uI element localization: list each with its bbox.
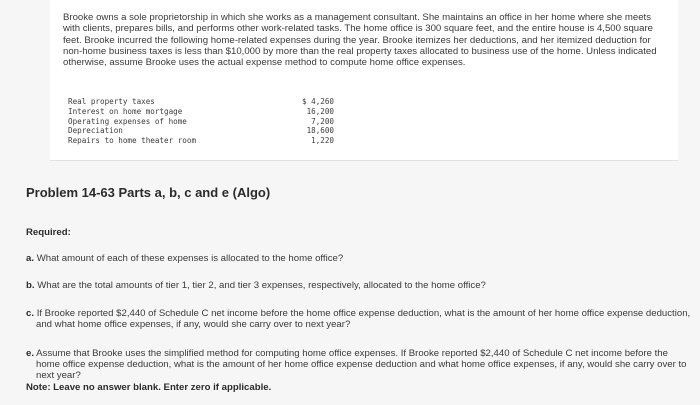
intro-paragraph: Brooke owns a sole proprietorship in which she works as a management consultant. She maintains an office in her home where she meets with clients, prepares bills, and performs other work-related tasks. The home office is 300 square feet, and the entire house is 4,500 square feet. Brooke incurred the following home-related expenses during the year. Brooke itemizes her deductions, and her itemized deduction for non-home business taxes is less than $10,000 by more than the real property taxes allocated to business use of the home. Unless indicated otherwise, assume Brooke uses the actual expense method to compute home office expenses.	[63, 12, 657, 69]
expense-label: Repairs to home theater room	[68, 136, 197, 146]
question-text: What are the total amounts of tier 1, tier 2, and tier 3 expenses, respectively, allocated to the home office?	[37, 280, 486, 291]
expense-table	[68, 97, 334, 146]
question-e	[26, 348, 692, 393]
question-text: Assume that Brooke uses the simplified method for computing home office expenses. If Brooke reported $2,440 of Schedule C net income before the home office expense deduction, what is the amount of her home office expense deduction and what home office expenses, if any, would she carry over to next year?	[36, 348, 687, 382]
question-c	[26, 308, 692, 330]
table-row	[68, 126, 334, 136]
expense-amount: 7,200	[311, 116, 334, 126]
expense-label: Operating expenses of home	[68, 116, 187, 126]
question-letter: c.	[26, 308, 35, 319]
question-text: If Brooke reported $2,440 of Schedule C net income before the home office expense deduction, what is the amount of her home office expense deduction, and what home office expenses, if any, would she carry over to next year?	[36, 308, 691, 331]
question-letter: a.	[26, 253, 35, 264]
problem-title: Problem 14-63 Parts a, b, c and e (Algo)	[26, 185, 271, 200]
required-heading: Required:	[26, 227, 71, 238]
question-letter: b.	[26, 280, 35, 291]
expense-label: Depreciation	[68, 126, 123, 136]
instruction-note: Note: Leave no answer blank. Enter zero if applicable.	[26, 381, 272, 393]
expense-amount: 18,600	[306, 126, 334, 136]
question-a	[26, 253, 692, 264]
expense-label: Interest on home mortgage	[68, 106, 183, 116]
question-b	[26, 280, 692, 291]
table-row	[68, 136, 334, 146]
expense-amount: 16,200	[306, 106, 334, 116]
table-row	[68, 97, 334, 107]
question-letter: e.	[26, 348, 35, 359]
expense-amount: 1,220	[311, 136, 334, 146]
table-row	[68, 107, 334, 117]
expense-amount: $ 4,260	[301, 97, 334, 106]
question-text: What amount of each of these expenses is allocated to the home office?	[36, 253, 344, 264]
expense-label: Real property taxes	[68, 97, 155, 106]
table-row	[68, 117, 334, 127]
